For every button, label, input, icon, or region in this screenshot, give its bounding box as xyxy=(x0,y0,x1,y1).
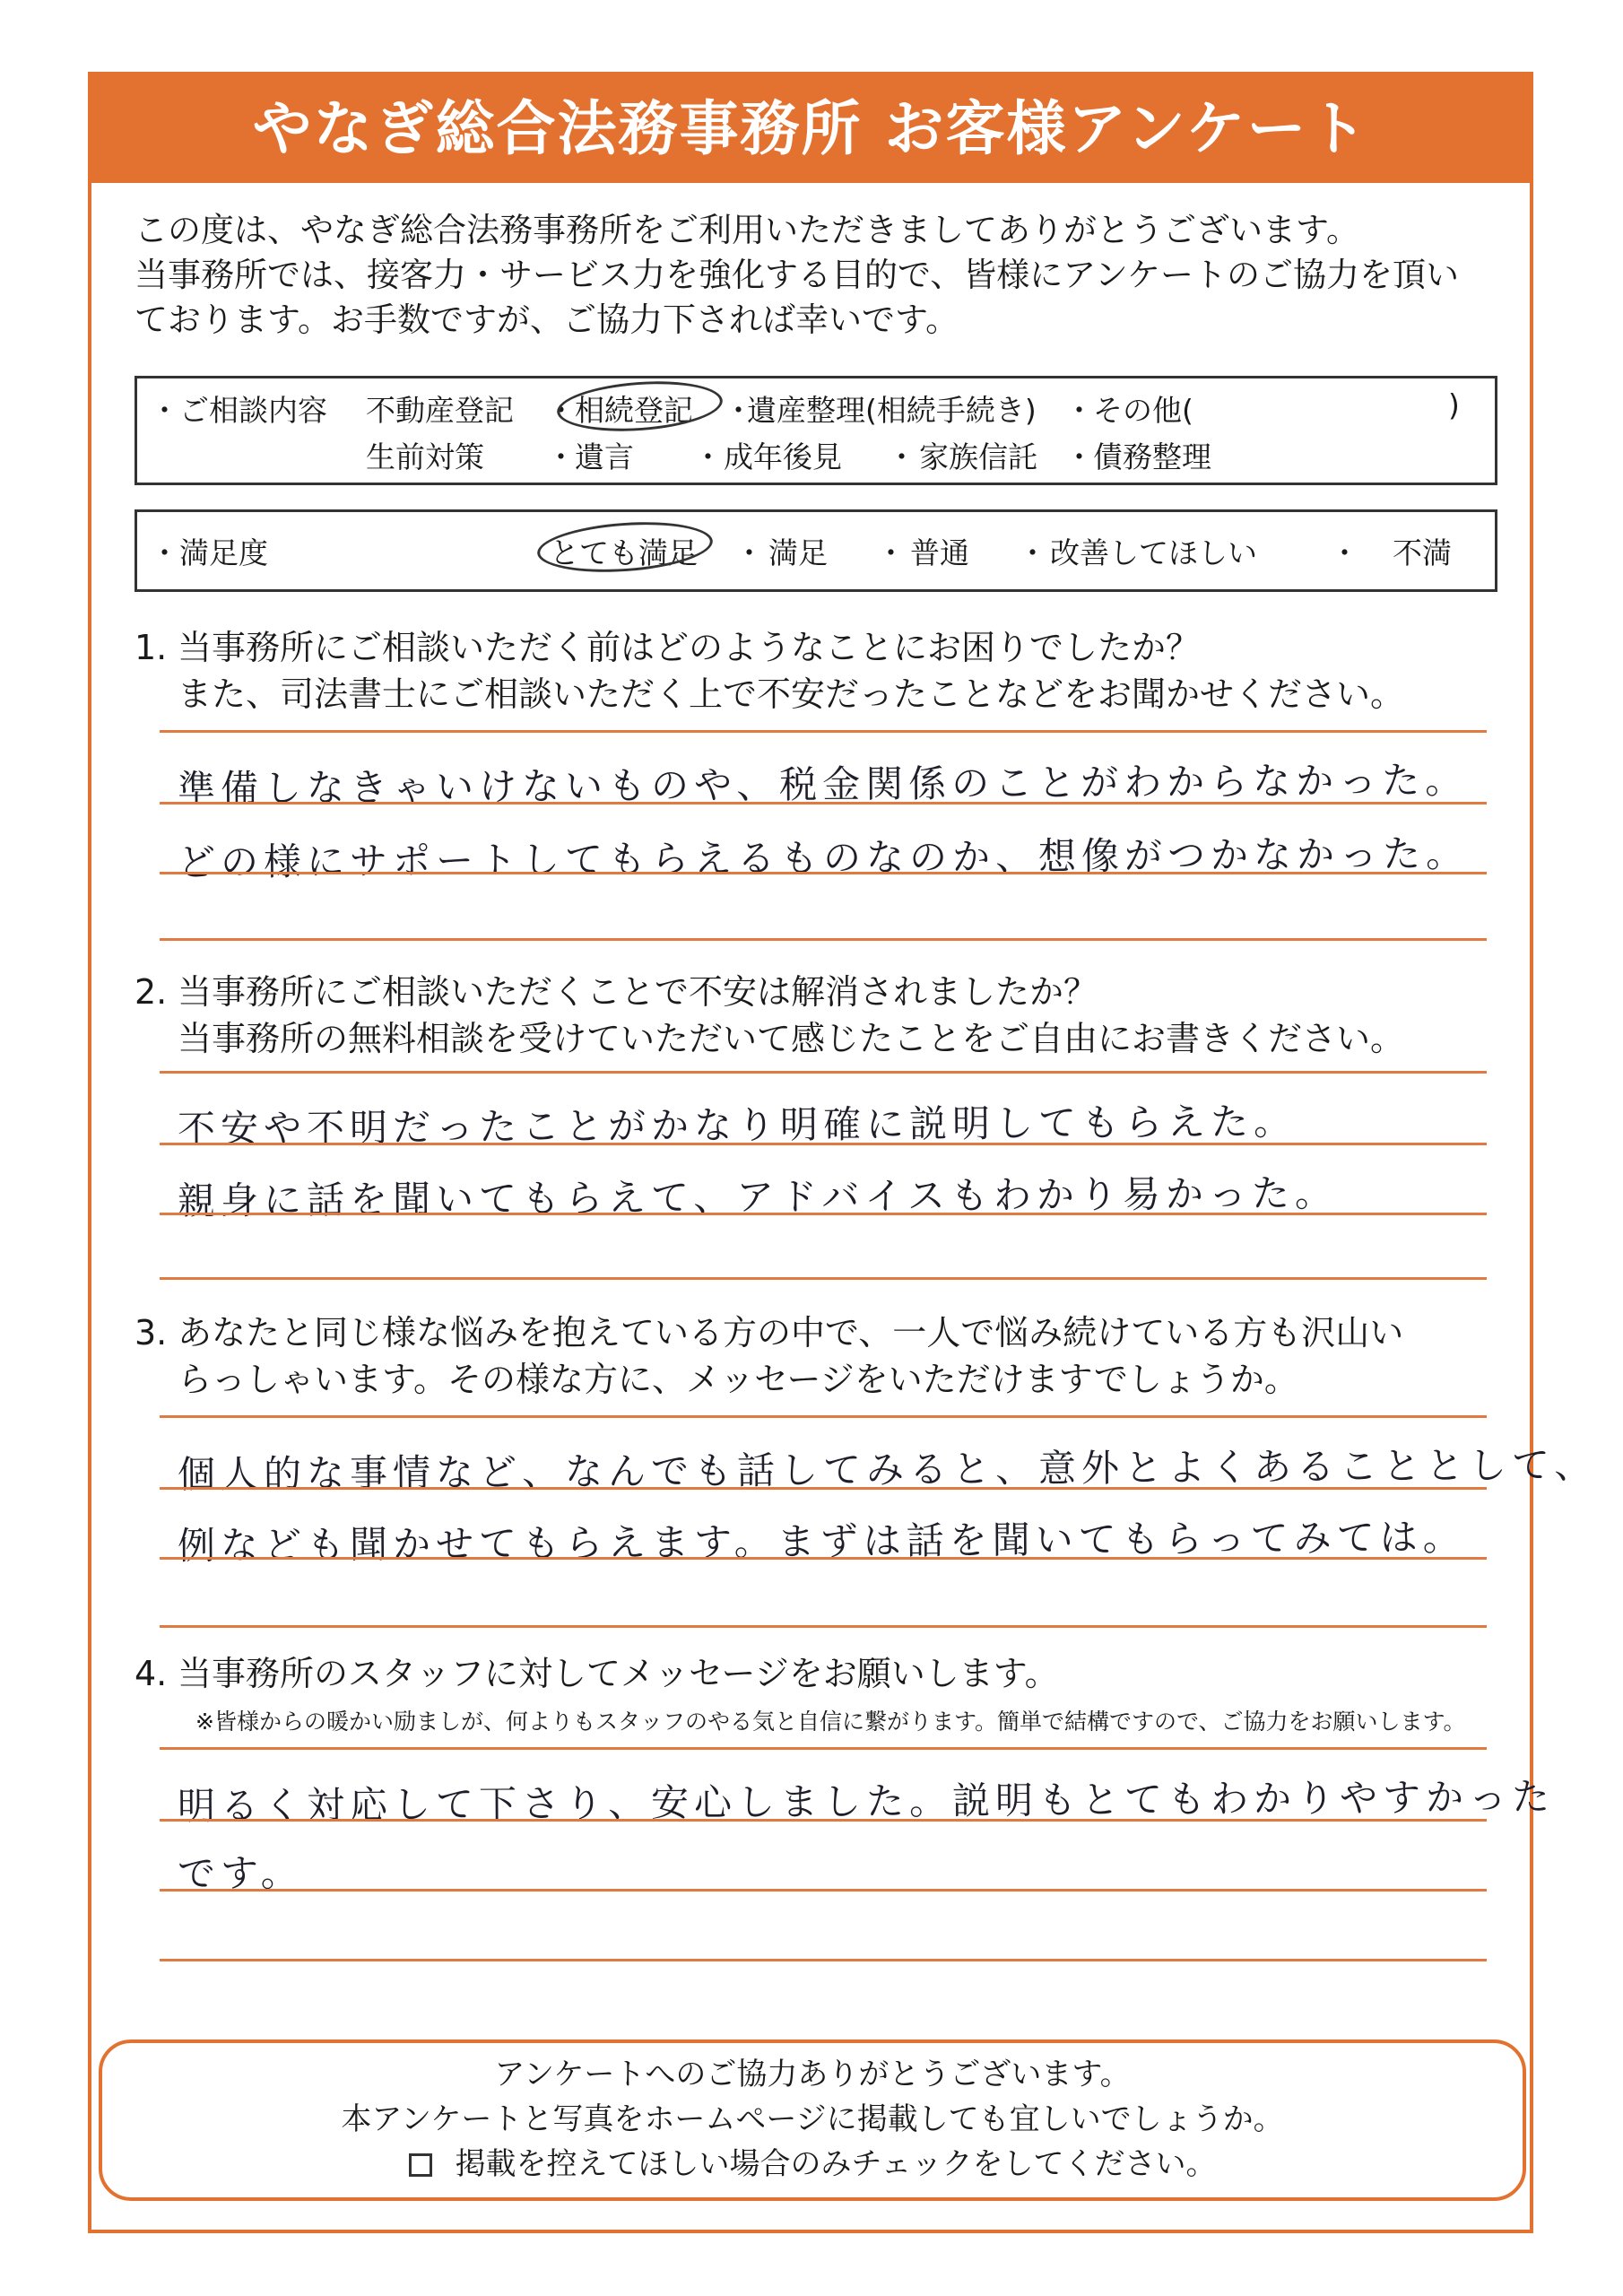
question-number: 2. xyxy=(135,972,168,1012)
option-neutral[interactable]: 普通 xyxy=(910,535,969,570)
separator: ・ xyxy=(724,393,753,428)
separator: ・ xyxy=(1064,393,1094,428)
answer-rule xyxy=(160,730,1487,733)
intro-line-2: 当事務所では、接客力・サービス力を強化する目的で、皆様にアンケートのご協力を頂い xyxy=(135,256,1460,294)
answer-rule xyxy=(160,1415,1487,1418)
separator: ・ xyxy=(1018,535,1047,570)
option-other-close: ) xyxy=(1448,387,1460,422)
question-text: 当事務所のスタッフに対してメッセージをお願いします。 xyxy=(178,1654,1059,1693)
option-very-satisfied[interactable]: とても満足 xyxy=(550,535,698,570)
consultation-label: ・ご相談内容 xyxy=(150,393,327,428)
handwritten-answer: 明るく対応して下さり、安心しました。説明もとてもわかりやすかった xyxy=(177,1774,1556,1829)
question-3 xyxy=(135,1309,1403,1403)
separator: ・ xyxy=(887,439,916,474)
separator: ・ xyxy=(546,439,576,474)
answer-rule xyxy=(160,1889,1487,1892)
consent-question: 本アンケートと写真をホームページに掲載しても宜しいでしょうか。 xyxy=(341,2101,1284,2137)
opt-out-checkbox[interactable] xyxy=(409,2153,432,2177)
option-estate-settlement[interactable]: 遺産整理(相続手続き) xyxy=(747,393,1037,428)
handwritten-answer: 例なども聞かせてもらえます。まずは話を聞いてもらってみては。 xyxy=(177,1514,1466,1569)
question-text: 当事務所の無料相談を受けていただいて感じたことをご自由にお書きください。 xyxy=(178,1019,1405,1058)
answer-rule xyxy=(160,1625,1487,1628)
question-number: 3. xyxy=(135,1313,168,1352)
question-number: 4. xyxy=(135,1654,168,1693)
separator: ・ xyxy=(1064,439,1094,474)
option-debt-settlement[interactable]: 債務整理 xyxy=(1093,439,1211,474)
separator: ・ xyxy=(546,393,576,428)
answer-rule xyxy=(160,1557,1487,1560)
answer-rule xyxy=(160,1747,1487,1750)
answer-rule xyxy=(160,1071,1487,1074)
answer-rule xyxy=(160,1819,1487,1822)
option-other[interactable]: その他( xyxy=(1093,393,1193,428)
separator: ・ xyxy=(876,535,906,570)
header-banner xyxy=(91,75,1530,183)
handwritten-answer: 個人的な事情など、なんでも話してみると、意外とよくあることとして、 xyxy=(177,1442,1598,1497)
question-text: あなたと同じ様な悩みを抱えている方の中で、一人で悩み続けている方も沢山い xyxy=(178,1313,1404,1352)
option-adult-guardianship[interactable]: 成年後見 xyxy=(724,439,842,474)
answer-rule xyxy=(160,1143,1487,1145)
consent-row xyxy=(102,2142,1523,2187)
answer-rule xyxy=(160,1213,1487,1215)
intro-line-1: この度は、やなぎ総合法務事務所をご利用いただきましてありがとうございます。 xyxy=(135,211,1360,249)
page-title: やなぎ総合法務事務所 お客様アンケート xyxy=(252,94,1369,163)
answer-rule xyxy=(160,1487,1487,1490)
thanks-text: アンケートへのご協力ありがとうございます。 xyxy=(494,2057,1131,2092)
question-number: 1. xyxy=(135,628,168,667)
question-note: ※皆様からの暖かい励ましが、何よりもスタッフのやる気と自信に繋がります。簡単で結構ですので、ご協力をお願いします。 xyxy=(195,1709,1466,1735)
handwritten-answer: です。 xyxy=(177,1850,304,1896)
separator: ・ xyxy=(1330,535,1359,570)
option-family-trust[interactable]: 家族信託 xyxy=(919,439,1037,474)
consent-box xyxy=(99,2039,1526,2201)
option-inheritance-registration[interactable]: 相続登記 xyxy=(575,393,693,428)
handwritten-answer: 親身に話を聞いてもらえて、アドバイスもわかり易かった。 xyxy=(177,1170,1339,1223)
separator: ・ xyxy=(734,535,764,570)
intro-text xyxy=(135,208,1497,343)
answer-rule xyxy=(160,1959,1487,1961)
answer-rule xyxy=(160,938,1487,941)
selected-circle-mark xyxy=(555,377,724,437)
answer-rule xyxy=(160,1277,1487,1280)
question-text: 当事務所にご相談いただくことで不安は解消されましたか？ xyxy=(178,972,1098,1012)
handwritten-answer: どの様にサポートしてもらえるものなのか、想像がつかなかった。 xyxy=(177,831,1470,885)
answer-rule xyxy=(160,802,1487,804)
separator: ・ xyxy=(693,439,723,474)
satisfaction-label: ・満足度 xyxy=(150,535,268,570)
question-text: らっしゃいます。その様な方に、メッセージをいただけますでしょうか。 xyxy=(178,1360,1298,1399)
questionnaire-sheet xyxy=(88,72,1598,2233)
answer-rule xyxy=(160,872,1487,874)
question-text: 当事務所にご相談いただく前はどのようなことにお困りでしたか？ xyxy=(178,628,1201,667)
question-2 xyxy=(135,969,1404,1062)
satisfaction-box xyxy=(135,509,1497,592)
option-real-estate-registration[interactable]: 不動産登記 xyxy=(366,393,514,428)
handwritten-answer: 準備しなきゃいけないものや、税金関係のことがわからなかった。 xyxy=(177,757,1469,812)
consultation-box xyxy=(135,376,1497,485)
option-estate-planning[interactable]: 生前対策 xyxy=(366,439,484,474)
question-text: また、司法書士にご相談いただく上で不安だったことなどをお聞かせください。 xyxy=(178,674,1405,714)
intro-line-3: ております。お手数ですが、ご協力下されば幸いです。 xyxy=(135,300,959,339)
option-dissatisfied[interactable]: 不満 xyxy=(1393,535,1452,570)
option-satisfied[interactable]: 満足 xyxy=(768,535,828,570)
question-4 xyxy=(135,1650,1059,1697)
option-will[interactable]: 遺言 xyxy=(575,439,634,474)
option-needs-improvement[interactable]: 改善してほしい xyxy=(1050,535,1257,570)
checkbox-label: 掲載を控えてほしい場合のみチェックをしてください。 xyxy=(455,2146,1217,2182)
handwritten-answer: 不安や不明だったことがかなり明確に説明してもらえた。 xyxy=(177,1099,1298,1152)
question-1 xyxy=(135,624,1404,718)
